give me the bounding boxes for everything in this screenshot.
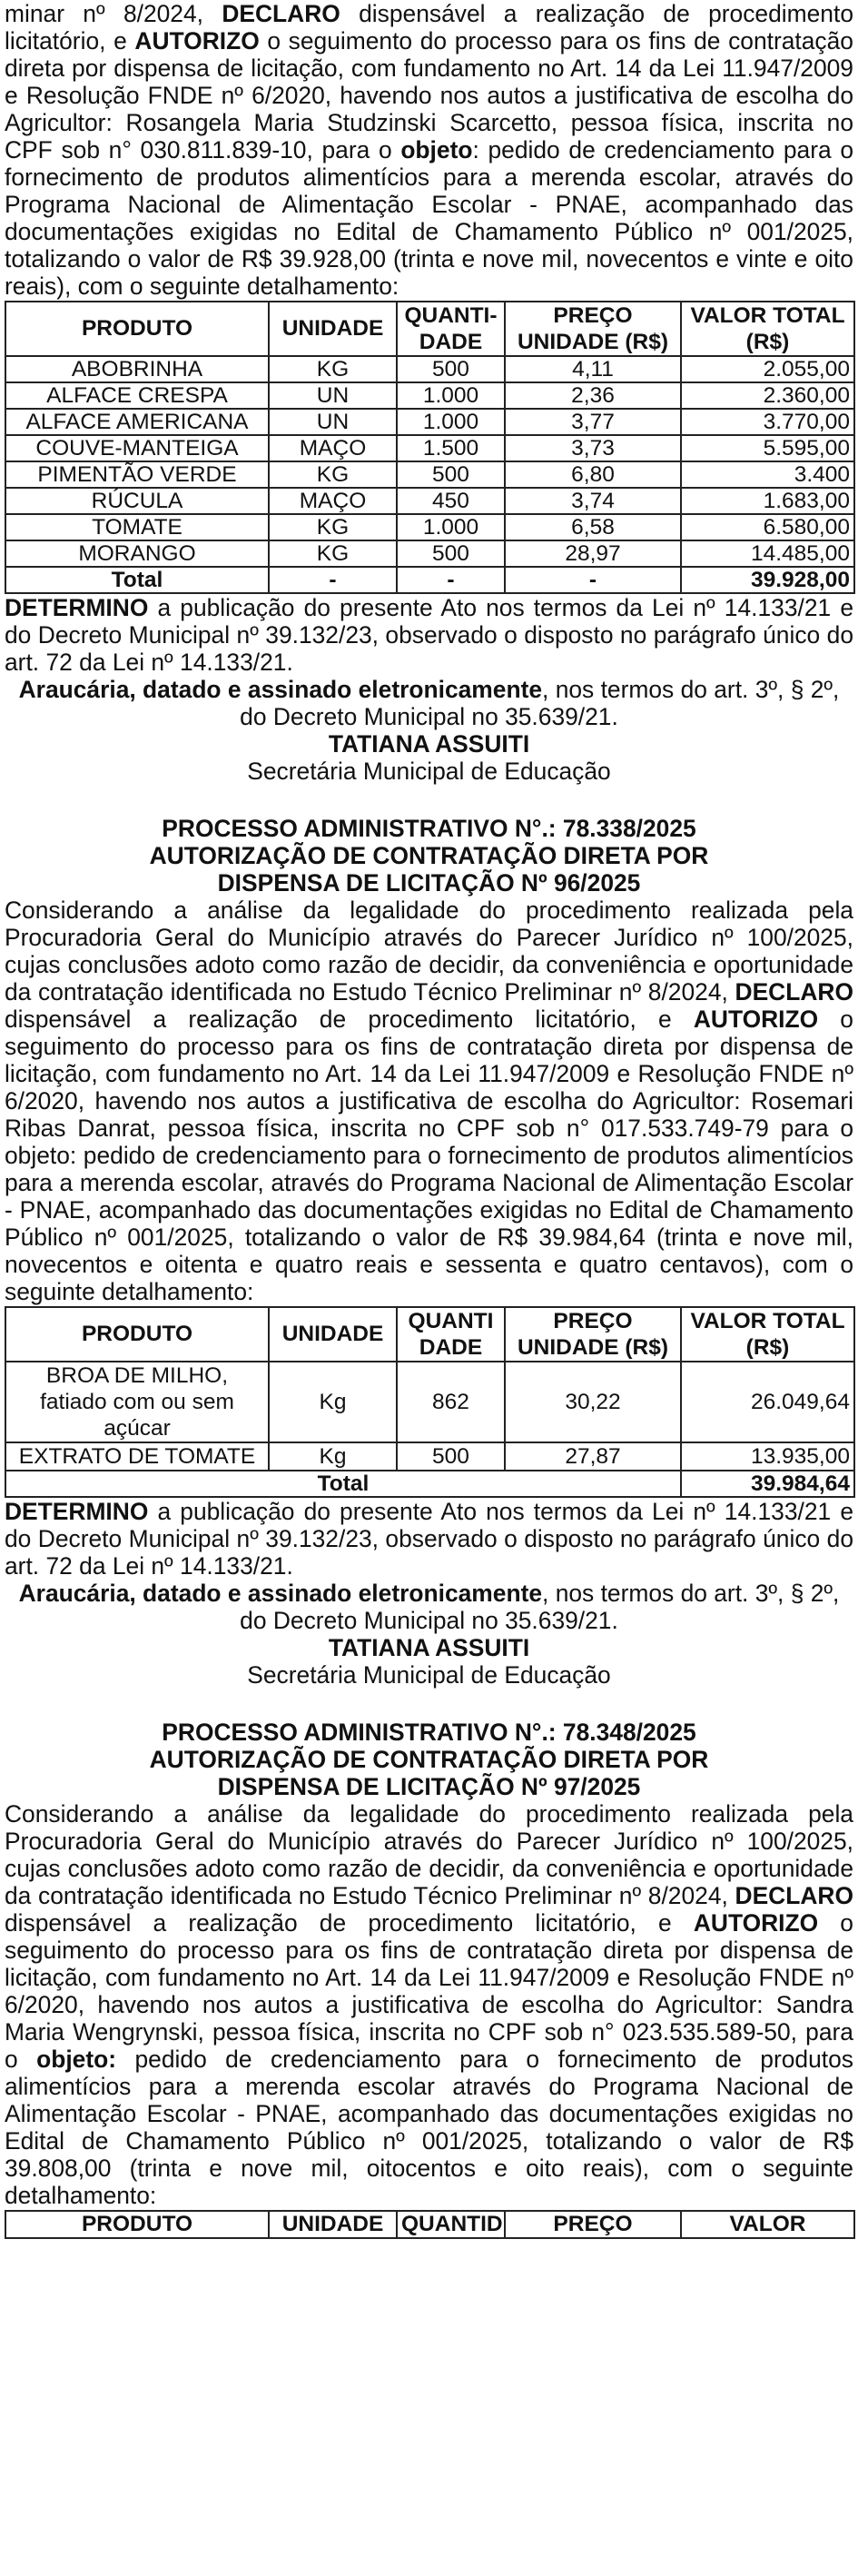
table-cell: KG bbox=[269, 514, 397, 540]
section2-heading-dispensa: DISPENSA DE LICITAÇÃO Nº 96/2025 bbox=[217, 869, 641, 897]
table-cell: 1.000 bbox=[397, 409, 505, 435]
table-cell: 1.000 bbox=[397, 514, 505, 540]
section1-product-table bbox=[5, 301, 855, 594]
table-cell: 5.595,00 bbox=[681, 435, 854, 461]
table-cell: 3,74 bbox=[505, 488, 681, 514]
col-header-unidade: UNIDADE bbox=[269, 1307, 397, 1362]
table-total-value: 39.984,64 bbox=[681, 1471, 854, 1497]
table-cell: - bbox=[269, 567, 397, 593]
section2-determino: DETERMINO a publicação do presente Ato nos termos da Lei nº 14.133/21 e do Decreto Municipal nº 39.132/23, observado o disposto no parágrafo único do art. 72 da Lei nº 14.133/21. bbox=[5, 1498, 853, 1580]
col-header-preco: PREÇO UNIDADE (R$) bbox=[505, 1307, 681, 1362]
section2-paragraph: Considerando a análise da legalidade do procedimento realizada pela Procuradoria Geral do Município através do Parecer Jurídico nº 100/2025, cujas conclusões adoto como razão de decidir, da conveniência e oportunidade da contratação identificada no Estudo Técnico Preliminar nº 8/2024, DECLARO dispensável a realização de procedimento licitatório, e AUTORIZO o seguimento do processo para os fins de contratação direta por dispensa de licitação, com fundamento no Art. 14 da Lei 11.947/2009 e Resolução FNDE nº 6/2020, havendo nos autos a justificativa de escolha do Agricultor: Rosemari Ribas Danrat, pessoa física, inscrita no CPF sob n° 017.533.749-79 para o objeto: pedido de credenciamento para o fornecimento de produtos alimentícios para a merenda escolar, através do Programa Nacional de Alimentação Escolar - PNAE, acompanhado das documentações exigidas no Edital de Chamamento Público nº 001/2025, totalizando o valor de R$ 39.984,64 (trinta e nove mil, novecentos e oitenta e quatro reais e sessenta e quatro centavos), com o seguinte detalhamento: bbox=[5, 897, 853, 1305]
col-header-unidade: UNIDADE bbox=[269, 2211, 397, 2238]
table-cell: 3.400 bbox=[681, 461, 854, 488]
col-header-quantidade: QUANTI-DADE bbox=[397, 302, 505, 356]
table-cell: 1.000 bbox=[397, 382, 505, 409]
table-cell: 862 bbox=[397, 1362, 505, 1442]
table-cell: 2,36 bbox=[505, 382, 681, 409]
table-cell: 13.935,00 bbox=[681, 1442, 854, 1471]
section3-paragraph: Considerando a análise da legalidade do procedimento realizada pela Procuradoria Geral do Município através do Parecer Jurídico nº 100/2025, cujas conclusões adoto como razão de decidir, da conveniência e oportunidade da contratação identificada no Estudo Técnico Preliminar nº 8/2024, DECLARO dispensável a realização de procedimento licitatório, e AUTORIZO o seguimento do processo para os fins de contratação direta por dispensa de licitação, com fundamento no Art. 14 da Lei 11.947/2009 e Resolução FNDE nº 6/2020, havendo nos autos a justificativa de escolha do Agricultor: Sandra Maria Wengrynski, pessoa física, inscrita no CPF sob n° 023.535.589-50, para o objeto: pedido de credenciamento para o fornecimento de produtos alimentícios para a merenda escolar através do Programa Nacional de Alimentação Escolar - PNAE, acompanhado das documentações exigidas no Edital de Chamamento Público nº 001/2025, totalizando o valor de R$ 39.808,00 (trinta e nove mil, oitocentos e oito reais), com o seguinte detalhamento: bbox=[5, 1800, 853, 2209]
table-cell: KG bbox=[269, 356, 397, 382]
table-row bbox=[5, 461, 854, 488]
table-cell: KG bbox=[269, 461, 397, 488]
col-header-preco: PREÇO UNIDADE (R$) bbox=[505, 302, 681, 356]
table-cell: 1.500 bbox=[397, 435, 505, 461]
table-cell: 500 bbox=[397, 356, 505, 382]
section2-heading-process: PROCESSO ADMINISTRATIVO N°.: 78.338/2025 bbox=[162, 815, 696, 842]
table-row bbox=[5, 1442, 854, 1471]
table-cell: 500 bbox=[397, 1442, 505, 1471]
table-cell: PIMENTÃO VERDE bbox=[5, 461, 269, 488]
table-header-row bbox=[5, 2211, 854, 2238]
section2-product-table bbox=[5, 1306, 855, 1498]
col-header-quantidade: QUANTID bbox=[397, 2211, 505, 2238]
col-header-produto: PRODUTO bbox=[5, 302, 269, 356]
table-cell: ALFACE AMERICANA bbox=[5, 409, 269, 435]
section1-determino: DETERMINO a publicação do presente Ato nos termos da Lei nº 14.133/21 e do Decreto Municipal nº 39.132/23, observado o disposto no parágrafo único do art. 72 da Lei nº 14.133/21. bbox=[5, 594, 853, 676]
table-row bbox=[5, 514, 854, 540]
table-cell: TOMATE bbox=[5, 514, 269, 540]
table-cell: MAÇO bbox=[269, 435, 397, 461]
col-header-produto: PRODUTO bbox=[5, 1307, 269, 1362]
table-cell: RÚCULA bbox=[5, 488, 269, 514]
table-row bbox=[5, 540, 854, 567]
col-header-unidade: UNIDADE bbox=[269, 302, 397, 356]
table-cell: Kg bbox=[269, 1442, 397, 1471]
table-cell: 14.485,00 bbox=[681, 540, 854, 567]
section3-heading-process: PROCESSO ADMINISTRATIVO N°.: 78.348/2025 bbox=[162, 1719, 696, 1746]
table-cell: - bbox=[397, 567, 505, 593]
section2-signer-name: TATIANA ASSUITI bbox=[328, 1634, 530, 1661]
table-cell: 39.928,00 bbox=[681, 567, 854, 593]
table-cell: 3,77 bbox=[505, 409, 681, 435]
table-cell: UN bbox=[269, 409, 397, 435]
table-total-row bbox=[5, 1471, 854, 1497]
table-header-row bbox=[5, 1307, 854, 1362]
col-header-valor: VALOR bbox=[681, 2211, 854, 2238]
table-cell: COUVE-MANTEIGA bbox=[5, 435, 269, 461]
table-cell: 1.683,00 bbox=[681, 488, 854, 514]
table-cell: 30,22 bbox=[505, 1362, 681, 1442]
col-header-produto: PRODUTO bbox=[5, 2211, 269, 2238]
table-row bbox=[5, 382, 854, 409]
table-cell: 28,97 bbox=[505, 540, 681, 567]
table-cell: 500 bbox=[397, 461, 505, 488]
table-row bbox=[5, 356, 854, 382]
table-row bbox=[5, 435, 854, 461]
table-cell: ABOBRINHA bbox=[5, 356, 269, 382]
col-header-preco: PREÇO bbox=[505, 2211, 681, 2238]
table-cell: KG bbox=[269, 540, 397, 567]
table-row bbox=[5, 488, 854, 514]
table-cell: 4,11 bbox=[505, 356, 681, 382]
section1-paragraph: minar nº 8/2024, DECLARO dispensável a realização de procedimento licitatório, e AUTORIZO o seguimento do processo para os fins de contratação direta por dispensa de licitação, com fundamento no Art. 14 da Lei 11.947/2009 e Resolução FNDE nº 6/2020, havendo nos autos a justificativa de escolha do Agricultor: Rosangela Maria Studzinski Scarcetto, pessoa física, inscrita no CPF sob n° 030.811.839-10, para o objeto: pedido de credenciamento para o fornecimento de produtos alimentícios para a merenda escolar, através do Programa Nacional de Alimentação Escolar - PNAE, acompanhado das documentações exigidas no Edital de Chamamento Público nº 001/2025, totalizando o valor de R$ 39.928,00 (trinta e nove mil, novecentos e vinte e oito reais), com o seguinte detalhamento: bbox=[5, 0, 854, 300]
table-cell: 6,58 bbox=[505, 514, 681, 540]
table-row bbox=[5, 1362, 854, 1442]
table-cell: 26.049,64 bbox=[681, 1362, 854, 1442]
table-cell: MAÇO bbox=[269, 488, 397, 514]
table-cell: 2.055,00 bbox=[681, 356, 854, 382]
table-row bbox=[5, 409, 854, 435]
section3-product-table bbox=[5, 2210, 855, 2239]
table-cell: 27,87 bbox=[505, 1442, 681, 1471]
section1-signer-name: TATIANA ASSUITI bbox=[328, 730, 530, 758]
col-header-valor: VALOR TOTAL (R$) bbox=[681, 1307, 854, 1362]
table-header-row bbox=[5, 302, 854, 356]
table-cell: EXTRATO DE TOMATE bbox=[5, 1442, 269, 1471]
table-cell: BROA DE MILHO, fatiado com ou sem açúcar bbox=[5, 1362, 269, 1442]
table-cell: 3.770,00 bbox=[681, 409, 854, 435]
table-cell: ALFACE CRESPA bbox=[5, 382, 269, 409]
section2-signer-role: Secretária Municipal de Educação bbox=[247, 1661, 611, 1689]
section3-heading-dispensa: DISPENSA DE LICITAÇÃO Nº 97/2025 bbox=[217, 1773, 641, 1800]
section3-heading-authorization: AUTORIZAÇÃO DE CONTRATAÇÃO DIRETA POR bbox=[149, 1746, 709, 1773]
table-cell: 3,73 bbox=[505, 435, 681, 461]
table-total-row bbox=[5, 567, 854, 593]
table-cell: Total bbox=[5, 567, 269, 593]
table-cell: UN bbox=[269, 382, 397, 409]
table-cell: 500 bbox=[397, 540, 505, 567]
table-cell: 6,80 bbox=[505, 461, 681, 488]
section2-heading-authorization: AUTORIZAÇÃO DE CONTRATAÇÃO DIRETA POR bbox=[149, 842, 709, 869]
table-cell: 450 bbox=[397, 488, 505, 514]
table-cell: 2.360,00 bbox=[681, 382, 854, 409]
col-header-valor: VALOR TOTAL (R$) bbox=[681, 302, 854, 356]
table-cell: 6.580,00 bbox=[681, 514, 854, 540]
col-header-quantidade: QUANTIDADE bbox=[397, 1307, 505, 1362]
table-cell: MORANGO bbox=[5, 540, 269, 567]
table-cell: Kg bbox=[269, 1362, 397, 1442]
section1-signer-role: Secretária Municipal de Educação bbox=[247, 758, 611, 785]
section2-signature-line: Araucária, datado e assinado eletronicamente, nos termos do art. 3º, § 2º, do Decreto Municipal no 35.639/21. bbox=[18, 1580, 840, 1634]
table-total-label: Total bbox=[5, 1471, 681, 1497]
section1-signature-line: Araucária, datado e assinado eletronicamente, nos termos do art. 3º, § 2º, do Decreto Municipal no 35.639/21. bbox=[18, 676, 840, 730]
table-cell: - bbox=[505, 567, 681, 593]
